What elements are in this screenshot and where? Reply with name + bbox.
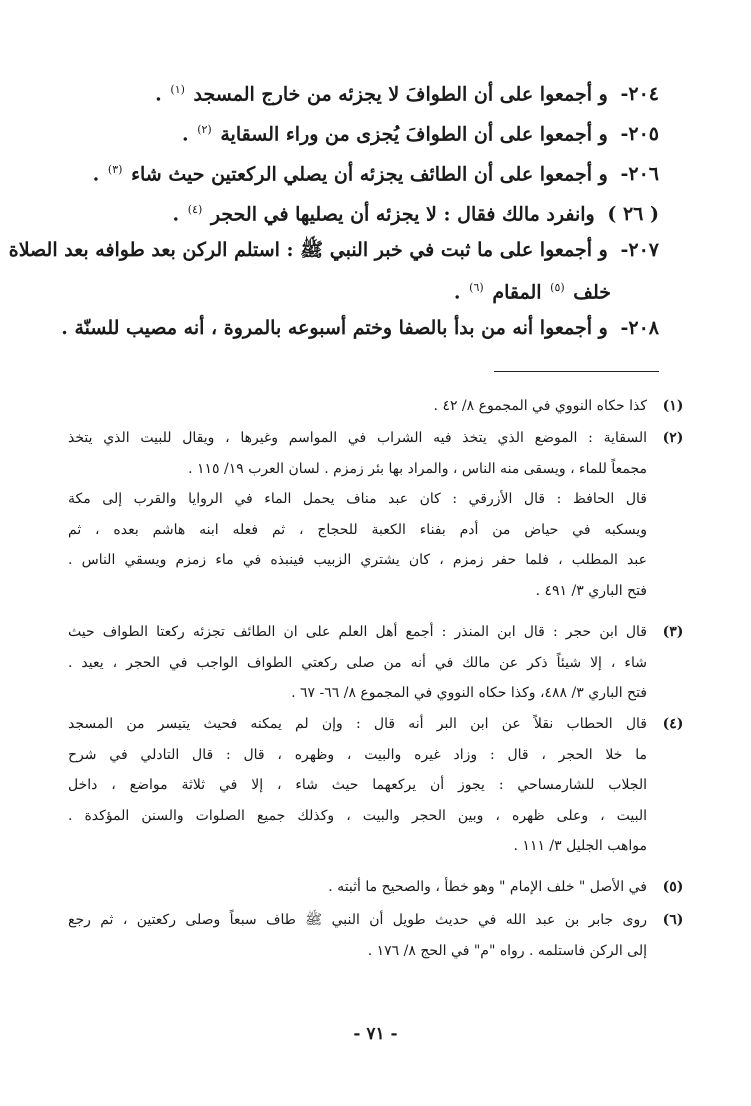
footnote-line: قال الحطاب نقلاً عن ابن البر أنه قال : وإن لم يمكنه فحيث يتيسر من المسجد [68,716,647,732]
footnote-separator [494,371,659,372]
footnote-number: (٤) [662,716,684,732]
footnote-line: السقاية : الموضع الذي يتخذ فيه الشراب في المواسم وغيرها ، ويقال للبيت الذي يتخذ [68,430,647,446]
item-text: خلف [573,281,611,304]
footnote-number: (٦) [662,912,684,928]
footnote-ref[interactable]: (٤) [187,203,203,216]
footnote-line: عبد المطلب ، فلما حفر زمزم ، كان يشتري الزبيب فينبذه في ماء زمزم ويسقي الناس . [68,552,647,568]
item-207 [8,230,659,270]
item-number: ٢٠٧- [620,239,659,261]
footnote-line: ويسكبه في حياض من أدم بفناء الكعبة للحجاج ، ثم فعله ابنه هاشم بعده ، ثم [68,521,647,538]
footnote-line: مواهب الجليل ٣/ ١١١ . [513,838,647,854]
footnote-number: (٣) [662,624,684,640]
footnote-line: البيت ، وعلى ظهره ، وبين الحجر والبيت ، وكذلك جميع الصلوات والسنن المؤكدة . [68,807,647,824]
item-26 [60,190,659,234]
item-text: و أجمعوا على ما ثبت في خبر النبي ﷺ : استلم الركن بعد طوافه بعد الصلاة [8,239,608,261]
footnote-line: روى جابر بن عبد الله في حديث طويل أن النبي ﷺ طاف سبعاً وصلى ركعتين ، ثم رجع [68,912,647,928]
footnote-line: ما خلا الحجر ، قال : وزاد غيره والبيت ، وظهره ، قال : قال التادلي في شرح [68,746,647,763]
item-number: ٢٠٦- [620,163,659,186]
footnote-number: (١) [662,398,684,414]
page-number: - ٧١ - [353,1024,398,1044]
item-number: ٢٠٤- [620,83,659,106]
item-208 [60,308,659,348]
item-number: ٢٠٨- [620,317,659,339]
item-number: ٢٠٥- [620,123,659,146]
footnote-ref[interactable]: (١) [170,83,185,96]
footnote-number: (٢) [662,430,684,446]
item-text: و أجمعوا أنه من بدأ بالصفا وختم أسبوعه بالمروة ، أنه مصيب للسنّة . [61,317,608,339]
footnote-ref[interactable]: (٦) [469,281,484,294]
item-tail: . [172,203,180,226]
footnote-line: قال ابن حجر : قال ابن المنذر : أجمع أهل العلم على ان الطائف تجزئه ركعتا الطواف حيث [68,624,647,640]
footnote-ref[interactable]: (٣) [107,163,123,176]
footnote-line: مجمعاً للماء ، ويسقى منه الناس ، والمراد بها بئر زمزم . لسان العرب ١٩/ ١١٥ . [188,460,647,477]
footnote-line: شاء ، إلا شيئاً ذكر عن مالك في أنه من صلى ركعتي الطواف الواجب في الحجر ، يعيد . [68,654,647,671]
footnote-ref[interactable]: (٢) [197,123,212,136]
footnote-line: كذا حكاه النووي في المجموع ٨/ ٤٢ . [433,398,647,414]
footnote-ref[interactable]: (٥) [550,281,565,294]
item-text: المقام [492,281,542,304]
item-text: و أجمعوا على أن الطوافَ يُجزى من وراء السقاية [220,123,608,146]
item-tail: . [181,123,189,146]
item-text: وانفرد مالك فقال : لا يجزئه أن يصليها في الحجر [210,203,595,226]
item-number: ( ٢٦ ) [607,203,659,226]
footnote-line: إلى الركن فاستلمه . رواه "م" في الحج ٨/ ١٧٦ . [367,942,647,959]
item-text: و أجمعوا على أن الطائف يجزئه أن يصلي الركعتين حيث شاء [131,163,608,186]
item-207-continuation [60,268,611,312]
footnote-line: فتح الباري ٣/ ٤٨٨، وكذا حكاه النووي في المجموع ٨/ ٦٦- ٦٧ . [291,685,647,701]
item-tail: . [92,163,100,186]
item-205 [60,110,659,154]
item-tail: . [453,281,461,304]
footnote-line: قال الحافظ : قال الأزرقي : كان عبد مناف يحمل الماء في الروايا والقرب إلى مكة [68,491,647,507]
item-text: و أجمعوا على أن الطوافَ لا يجزئه من خارج المسجد [193,83,608,106]
item-tail: . [155,83,162,106]
footnote-line: الجلاب للشارمساحي : يجوز أن يركعهما حيث شاء ، إلا في ثلاثة مواضع ، داخل [68,777,647,793]
footnote-line: في الأصل " خلف الإمام " وهو خطأ ، والصحيح ما أثبته . [328,879,647,895]
footnote-number: (٥) [662,879,684,895]
footnote-line: فتح الباري ٣/ ٤٩١ . [535,582,647,599]
item-206 [60,150,659,194]
item-204 [60,70,659,114]
